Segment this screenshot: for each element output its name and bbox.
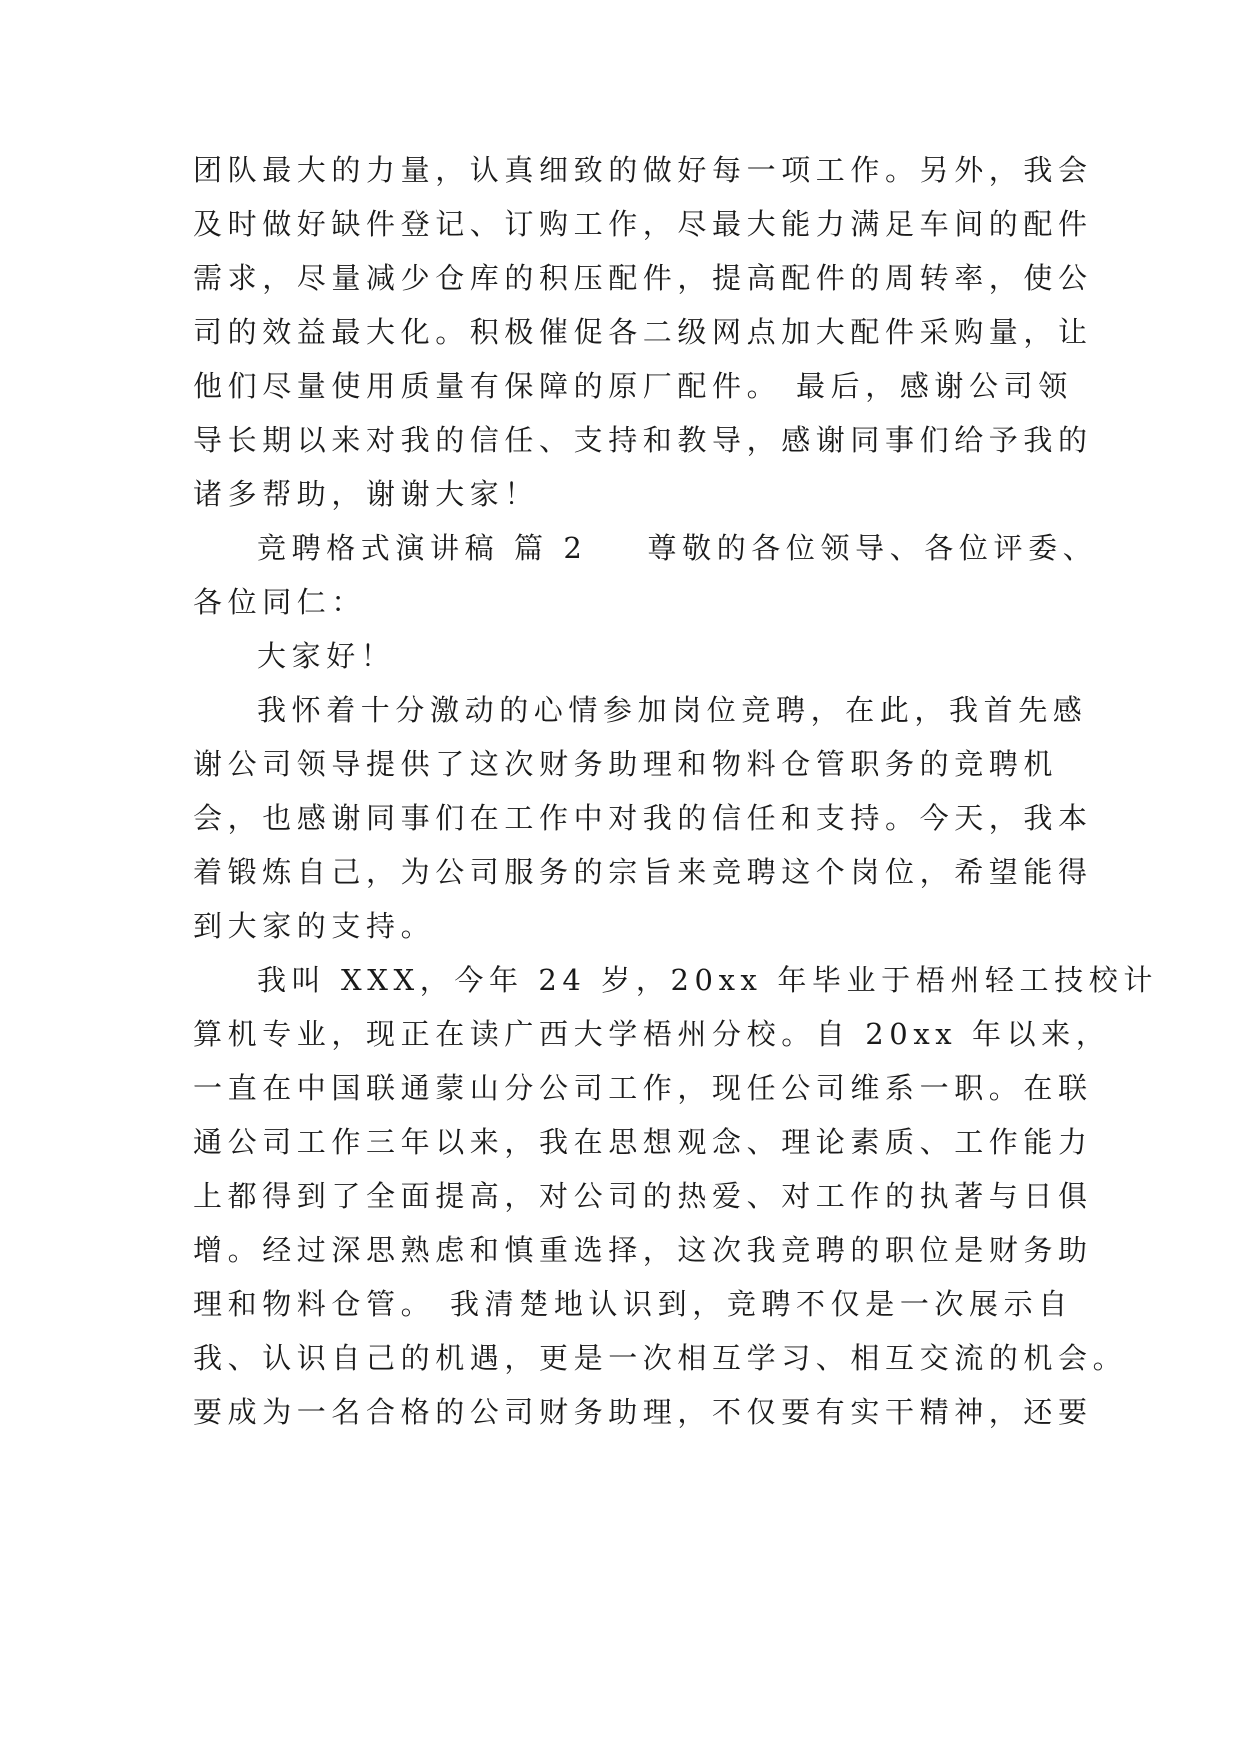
text-line: 增。经过深思熟虑和慎重选择，这次我竞聘的职位是财务助 xyxy=(193,1233,1093,1267)
text-line: 一直在中国联通蒙山分公司工作，现任公司维系一职。在联 xyxy=(193,1071,1093,1105)
text-line: 我叫 XXX，今年 24 岁，20xx 年毕业于梧州轻工技校计 xyxy=(257,963,1158,997)
text-line: 导长期以来对我的信任、支持和教导，感谢同事们给予我的 xyxy=(193,423,1093,457)
text-line: 及时做好缺件登记、订购工作，尽最大能力满足车间的配件 xyxy=(193,207,1093,241)
text-line: 我怀着十分激动的心情参加岗位竞聘，在此，我首先感 xyxy=(257,693,1088,727)
text-line: 他们尽量使用质量有保障的原厂配件。 最后，感谢公司领 xyxy=(193,369,1073,403)
greeting: 大家好！ xyxy=(257,639,396,673)
text-line: 团队最大的力量，认真细致的做好每一项工作。另外，我会 xyxy=(193,153,1093,187)
text-line: 着锻炼自己，为公司服务的宗旨来竞聘这个岗位，希望能得 xyxy=(193,855,1093,889)
section-heading xyxy=(257,528,1157,568)
text-line: 需求，尽量减少仓库的积压配件，提高配件的周转率，使公 xyxy=(193,261,1093,295)
text-line: 谢公司领导提供了这次财务助理和物料仓管职务的竞聘机 xyxy=(193,747,1059,781)
text-line: 到大家的支持。 xyxy=(193,909,436,943)
salutation: 尊敬的各位领导、各位评委、 xyxy=(647,531,1098,565)
text-line: 会，也感谢同事们在工作中对我的信任和支持。今天，我本 xyxy=(193,801,1093,835)
text-line: 理和物料仓管。 我清楚地认识到，竞聘不仅是一次展示自 xyxy=(193,1287,1073,1321)
text-line: 通公司工作三年以来，我在思想观念、理论素质、工作能力 xyxy=(193,1125,1093,1159)
text-line: 要成为一名合格的公司财务助理，不仅要有实干精神，还要 xyxy=(193,1395,1093,1429)
text-line: 司的效益最大化。积极催促各二级网点加大配件采购量，让 xyxy=(193,315,1093,349)
text-line: 诸多帮助，谢谢大家！ xyxy=(193,477,540,511)
text-line: 各位同仁： xyxy=(193,585,367,619)
text-line: 算机专业，现正在读广西大学梧州分校。自 20xx 年以来， xyxy=(193,1017,1111,1051)
text-line: 我、认识自己的机遇，更是一次相互学习、相互交流的机会。 xyxy=(193,1341,1128,1375)
section-title: 竞聘格式演讲稿 篇 2 xyxy=(257,531,588,565)
text-line: 上都得到了全面提高，对公司的热爱、对工作的执著与日俱 xyxy=(193,1179,1093,1213)
